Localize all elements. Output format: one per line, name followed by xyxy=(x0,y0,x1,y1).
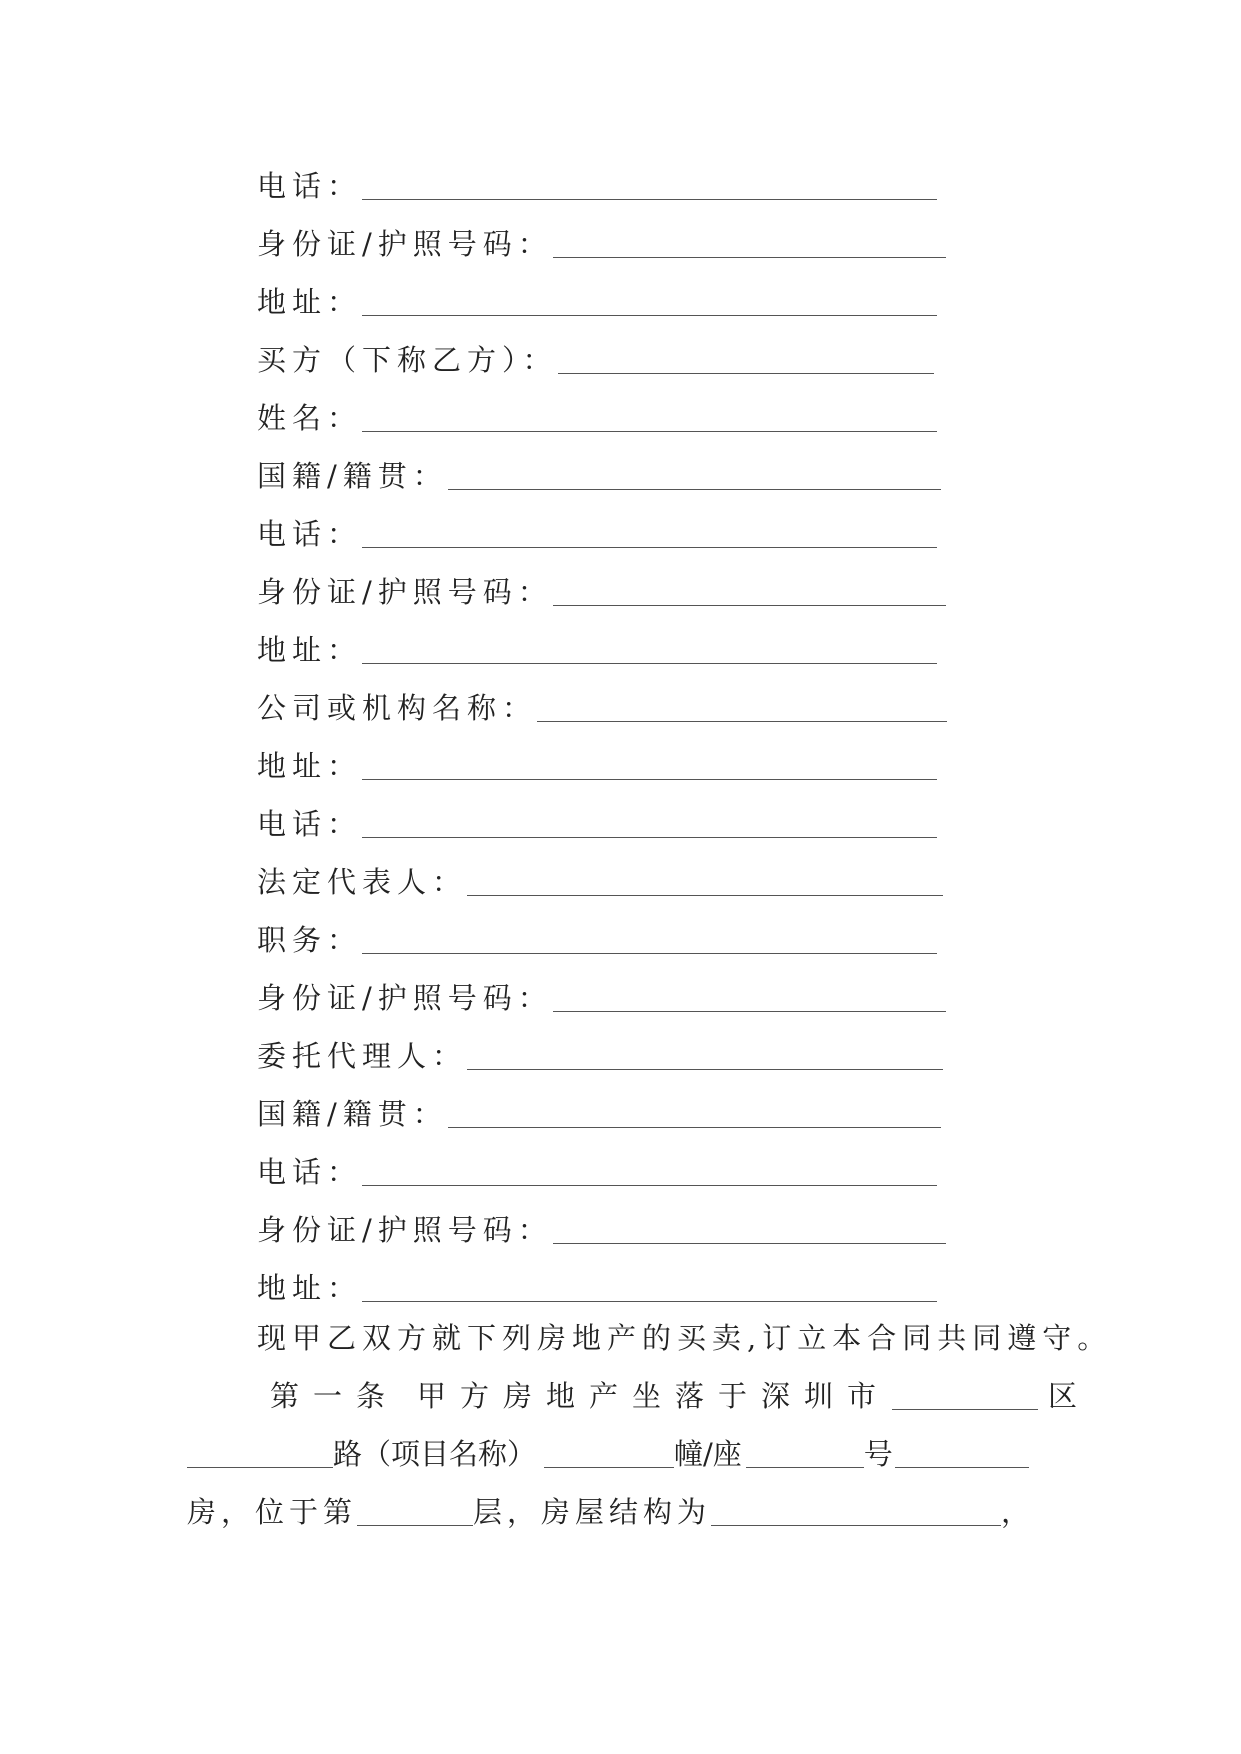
field-blank[interactable] xyxy=(448,463,941,490)
project-blank[interactable] xyxy=(544,1441,674,1468)
field-blank[interactable] xyxy=(362,1159,937,1186)
field-label: 身份证/护照号码： xyxy=(257,227,553,261)
field-row-buyer-id xyxy=(257,566,946,610)
field-row-agent-address xyxy=(257,1262,937,1306)
room-label: 房，位于第 xyxy=(187,1495,358,1529)
building-blank[interactable] xyxy=(746,1441,864,1468)
field-row-buyer-phone xyxy=(257,508,937,552)
field-blank[interactable] xyxy=(362,173,937,200)
statement-paragraph xyxy=(257,1320,1112,1356)
building-label: 幢/座 xyxy=(674,1437,742,1471)
field-label: 国籍/籍贯： xyxy=(257,459,448,493)
number-blank[interactable] xyxy=(895,1441,1029,1468)
number-label: 号 xyxy=(863,1437,893,1471)
field-label: 法定代表人： xyxy=(257,865,468,899)
field-blank[interactable] xyxy=(537,695,947,722)
field-label: 买方（下称乙方）： xyxy=(257,343,558,377)
field-label: 电话： xyxy=(257,517,363,551)
field-label: 职务： xyxy=(257,923,363,957)
floor-blank[interactable] xyxy=(357,1499,473,1526)
field-row-legal-rep xyxy=(257,856,943,900)
field-label: 公司或机构名称： xyxy=(257,691,538,725)
field-blank[interactable] xyxy=(553,985,946,1012)
field-blank[interactable] xyxy=(362,637,937,664)
field-blank[interactable] xyxy=(553,1217,946,1244)
field-blank[interactable] xyxy=(558,347,934,374)
field-label: 委托代理人： xyxy=(257,1039,468,1073)
field-row-company-phone xyxy=(257,798,937,842)
field-label: 身份证/护照号码： xyxy=(257,981,553,1015)
field-label: 地址： xyxy=(257,1271,363,1305)
structure-blank[interactable] xyxy=(711,1499,1001,1526)
article-heading: 第一条 xyxy=(270,1379,400,1413)
district-blank[interactable] xyxy=(892,1383,1038,1410)
field-label: 身份证/护照号码： xyxy=(257,575,553,609)
article-location-text: 甲方房地产坐落于深圳市 xyxy=(417,1379,891,1413)
field-row-seller-id xyxy=(257,218,946,262)
article-1-line-1 xyxy=(270,1378,1077,1414)
field-row-buyer-address xyxy=(257,624,937,668)
floor-label: 层，房屋结构为 xyxy=(473,1495,712,1529)
field-blank[interactable] xyxy=(362,811,937,838)
field-row-company-address xyxy=(257,740,937,784)
field-blank[interactable] xyxy=(362,927,937,954)
field-label: 国籍/籍贯： xyxy=(257,1097,448,1131)
field-blank[interactable] xyxy=(448,1101,941,1128)
field-blank[interactable] xyxy=(362,289,937,316)
field-blank[interactable] xyxy=(467,1043,943,1070)
field-blank[interactable] xyxy=(362,521,937,548)
article-1-line-3 xyxy=(187,1494,1035,1530)
field-row-agent-nationality xyxy=(257,1088,941,1132)
field-row-agent-id xyxy=(257,1204,946,1248)
field-label: 地址： xyxy=(257,285,363,319)
statement-text: 现甲乙双方就下列房地产的买卖,订立本合同共同遵守。 xyxy=(257,1321,1113,1355)
field-blank[interactable] xyxy=(362,753,937,780)
field-row-company-name xyxy=(257,682,947,726)
field-label: 电话： xyxy=(257,807,363,841)
field-label: 地址： xyxy=(257,633,363,667)
field-row-buyer-nationality xyxy=(257,450,941,494)
article-1-line-2 xyxy=(187,1436,1029,1472)
field-row-buyer xyxy=(257,334,934,378)
field-label: 电话： xyxy=(257,1155,363,1189)
field-row-position xyxy=(257,914,937,958)
road-label: 路（项目名称） xyxy=(333,1437,537,1471)
field-row-rep-id xyxy=(257,972,946,1016)
field-blank[interactable] xyxy=(553,579,946,606)
field-label: 地址： xyxy=(257,749,363,783)
field-row-seller-phone xyxy=(257,160,937,204)
field-row-seller-address xyxy=(257,276,937,320)
line-end-comma: ， xyxy=(1001,1495,1036,1529)
field-label: 姓名： xyxy=(257,401,363,435)
field-label: 身份证/护照号码： xyxy=(257,1213,553,1247)
field-blank[interactable] xyxy=(467,869,943,896)
field-blank[interactable] xyxy=(553,231,946,258)
field-label: 电话： xyxy=(257,169,363,203)
field-row-agent xyxy=(257,1030,943,1074)
field-blank[interactable] xyxy=(362,1275,937,1302)
road-blank[interactable] xyxy=(187,1441,333,1468)
field-row-buyer-name xyxy=(257,392,937,436)
district-suffix: 区 xyxy=(1048,1379,1078,1413)
field-row-agent-phone xyxy=(257,1146,937,1190)
field-blank[interactable] xyxy=(362,405,937,432)
